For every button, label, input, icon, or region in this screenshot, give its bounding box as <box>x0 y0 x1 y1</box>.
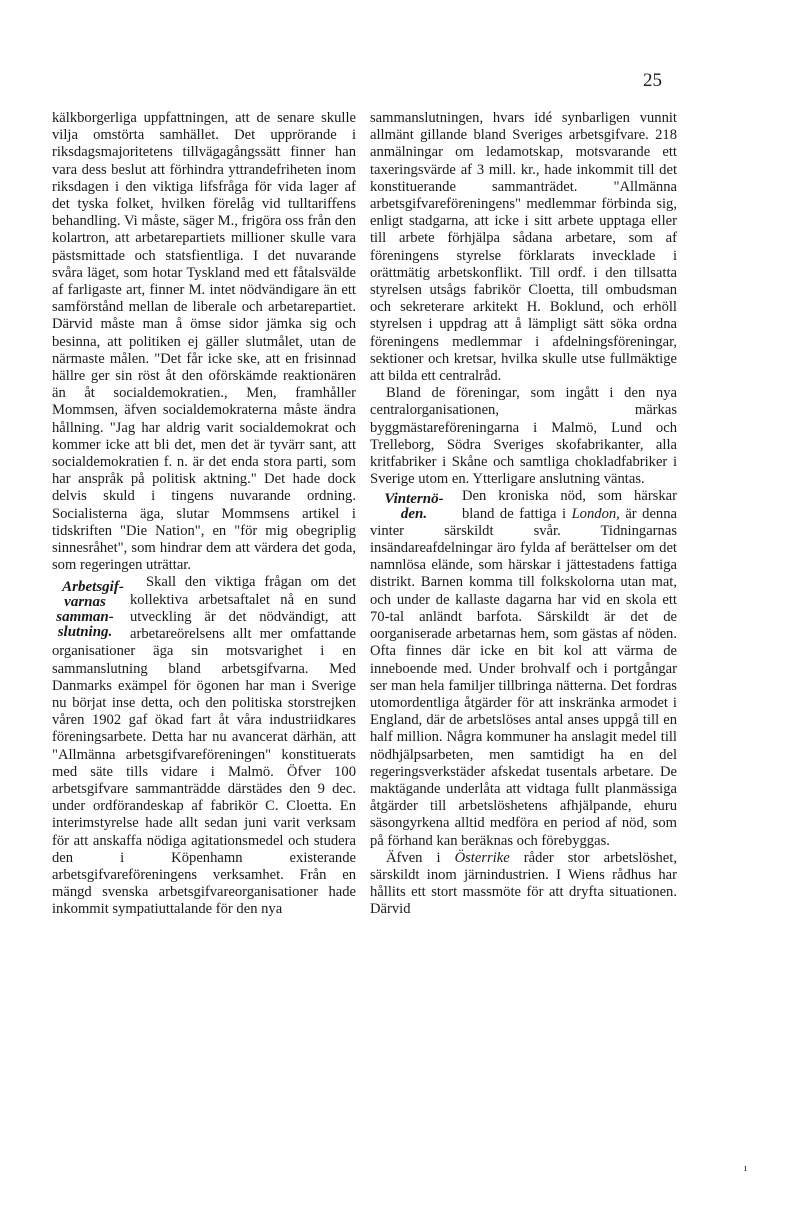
place-name: Österrike <box>454 849 510 866</box>
paragraph <box>370 850 677 919</box>
paragraph <box>370 488 677 849</box>
paragraph: Bland de föreningar, som ingått i den nya centralorganisationen, märkas byggmästareföreningarna i Malmö, Lund och Trelleborg, Södra Sveriges skofabrikanter, alla kritfabriker i Skåne och samtliga chokladfabriker i Sverige utom en. Ytterligare anslutning väntas. <box>370 385 677 488</box>
margin-heading-line: Arbetsgif- <box>62 579 124 596</box>
margin-heading-employers <box>46 580 124 640</box>
right-column <box>370 110 677 919</box>
margin-heading-winter-distress <box>370 492 458 522</box>
paragraph-text: Äfven i <box>386 849 455 866</box>
margin-heading-line: varnas <box>64 594 106 611</box>
margin-heading-line: slutning. <box>57 624 113 641</box>
end-mark: ı <box>744 1163 747 1174</box>
paragraph <box>52 574 356 918</box>
place-name: London, <box>571 505 620 522</box>
paragraph: kälkborgerliga uppfattningen, att de senare skulle vilja omstörta samhället. Det upprörande i riksdagsmajoritetens tillvägagångssätt finner han vara dess beslut att förhindra yttrandefriheten inom riksdagen i den viktiga lifsfråga för vida lager af det tyska folket, hvilken förelåg vid tulltariffens behandling. Vi måste, säger M., frigöra oss från den kolartron, att arbetarepartiets millioner skulle vara pästsmittade och statsfientliga. I det nuvarande svåra läget, som hotar Tyskland med ett fåtalsvälde af farligaste art, finner M. intet nödvändigare än ett samförstånd mellan de liberale och arbetarepartiet. Därvid måste man å ömse sidor jämka sig och besinna, att politiken ej gäller slutmålet, utan de närmaste målen. "Det får icke ske, att en frisinnad hällre ger sin röst åt den oförskämde reaktionären än åt socialdemokratien., Men, framhåller Mommsen, äfven socialdemokraterna måste ändra hållning. "Jag har aldrig varit socialdemokrat och kommer icke att bli det, men det är tyvärr sant, att socialdemokratien f. n. är det enda stora parti, som har anspråk på politisk aktning." Det hade dock delvis skuld i tingens nuvarande ordning. Socialisterna äga, slutar Mommsens artikel i tidskriften "Die Nation", en "för mig obegriplig sinnesråhet", som hindrar dem att värdera det goda, som regeringen uträttar. <box>52 110 356 574</box>
margin-heading-line: samman- <box>56 609 114 626</box>
paragraph-text: råder stor arbetslöshet, särskildt inom järnindustrien. I Wiens rådhus har hållits ett stort massmöte för att dryfta situationen. Därvid <box>370 849 677 918</box>
margin-heading-line: den. <box>400 506 428 523</box>
left-column <box>52 110 356 919</box>
paragraph-text: är denna vinter särskildt svår. Tidningarnas insändareafdelningar äro fylda af berättelser om det namnlösa elände, som härskar i jättestadens fattiga distrikt. Barnen komma till folkskolorna utan mat, och under de kallaste dagarna har vid en skola ett 70-tal anländt barfota. Särskildt är det de oorganiserade arbetarnas hem, som gästas af nöden. Ofta finnes där icke en bit kol att värma de inneboende med. Under brohvalf och i portgångar ser man hela familjer tillbringa nätterna. Det fordras utomordentliga åtgärder för att inskränka armodet i England, där de arbetslöses antal anses uppgå till en half million. Några kommuner ha anslagit medel till nödhjälpsarbeten, men samtidigt ha en del regeringsverkstäder afskedat tusentals arbetare. De maktägande underlåta att vidtaga fullt planmässiga åtgärder till arbetslöshetens afhjälpande, ehuru säsongyrkena alltid medföra en period af nöd, som på förhand kan beräknas och förebyggas. <box>370 505 678 849</box>
paragraph: sammanslutningen, hvars idé synbarligen vunnit allmänt gillande bland Sveriges arbetsgifvare. 218 anmälningar om ledamotskap, motsvarande ett taxeringsvärde af 3 mill. kr., hade inkommit till det konstituerande sammanträdet. "Allmänna arbetsgifvareföreningens" medlemmar förbinda sig, enligt stadgarna, att icke i sitt arbete upptaga eller till arbete förhjälpa sådana arbetare, som af föreningens styrelse förklarats invecklade i orättmätig arbetskonflikt. Till ordf. i den tillsatta styrelsen utsågs fabrikör Cloetta, till ombudsman och sekreterare arkitekt H. Boklund, och erhöll styrelsen i uppdrag att å lämpligt sätt söka ordna föreningens medlemmar i afdelningsföreningar, sektioner och kretsar, hvilka skulle utse fullmäktige att bilda ett centralråd. <box>370 110 677 385</box>
paragraph-text: Den kroniska nöd, som härskar bland de fattiga i <box>462 488 677 522</box>
paragraph-text: Skall den viktiga frågan om det kollektiva arbetsaftalet nå en sund utveckling är det nödvändigt, att arbetareörelsens allt mer omfattande organisationer äga sin motsvarighet i en sammanslutning bland arbetsgifvarna. Med Danmarks exämpel för ögonen har man i Sverige nu börjat inse detta, och den politiska storstrejken våren 1902 gaf ökad fart åt våra industriidkares föreningsarbete. Detta har nu avancerat därhän, att "Allmänna arbetsgifvareföreningen" konstituerats med säte tills vidare i Malmö. Öfver 100 arbetsgifvare sammanträdde därstädes den 9 dec. under ordförandeskap af fabrikör C. Cloetta. En interimstyrelse hade allt sedan juni varit verksam för att anskaffa nödiga agitationsmedel och studera den i Köpenhamn existerande arbetsgifvareföreningens verksamhet. Från en mängd svenska arbetsgifvareorganisationer hade inkommit sympatiuttalande för den nya <box>52 574 356 918</box>
page-number: 25 <box>643 70 662 91</box>
margin-heading-line: Vinternö- <box>384 491 444 508</box>
